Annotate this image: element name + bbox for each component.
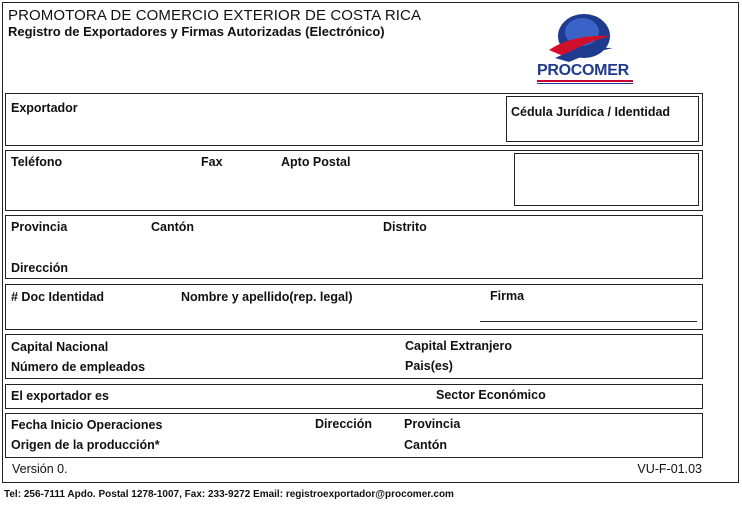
address-section (5, 215, 703, 279)
stamp-box[interactable] (514, 153, 699, 206)
address-label: Dirección (11, 261, 68, 275)
exporter-label: Exportador (11, 101, 78, 115)
logo-wordmark: PROCOMER (537, 62, 629, 79)
foreign-capital-label: Capital Extranjero (405, 339, 512, 353)
logo-underline-secondary (537, 83, 633, 84)
signature-label: Firma (490, 289, 525, 303)
canton-label: Cantón (151, 220, 195, 234)
countries-label: Pais(es) (405, 359, 453, 373)
operations-province-label: Provincia (404, 417, 461, 431)
operations-address-label: Dirección (315, 417, 372, 431)
legal-rep-name-label: Nombre y apellido(rep. legal) (181, 290, 353, 304)
signature-line (480, 321, 697, 322)
start-date-label: Fecha Inicio Operaciones (11, 418, 163, 432)
form-code: VU-F-01.03 (637, 462, 702, 476)
logo-underline (537, 80, 633, 82)
economic-sector-label: Sector Económico (436, 388, 546, 402)
form-title: Registro de Exportadores y Firmas Autorizadas (Electrónico) (8, 24, 385, 39)
district-label: Distrito (383, 220, 427, 234)
production-origin-label: Origen de la producción* (11, 438, 160, 452)
id-label: Cédula Jurídica / Identidad (511, 105, 671, 119)
id-document-label: # Doc Identidad (11, 290, 105, 304)
legal-rep-section (5, 284, 703, 330)
po-box-label: Apto Postal (281, 155, 351, 169)
exporter-type-section (5, 384, 703, 409)
province-label: Provincia (11, 220, 68, 234)
id-box[interactable] (506, 96, 699, 142)
version-label: Versión 0. (12, 462, 68, 476)
organization-title: PROMOTORA DE COMERCIO EXTERIOR DE COSTA RICA (8, 7, 422, 24)
contact-info: Tel: 256-7111 Apdo. Postal 1278-1007, Fax: 233-9272 Email: registroexportador@procomer.com (4, 489, 454, 500)
operations-canton-label: Cantón (404, 438, 448, 452)
national-capital-label: Capital Nacional (11, 340, 109, 354)
exporter-type-label: El exportador es (11, 389, 109, 403)
phone-label: Teléfono (11, 155, 63, 169)
employee-count-label: Número de empleados (11, 360, 146, 374)
fax-label: Fax (201, 155, 223, 169)
